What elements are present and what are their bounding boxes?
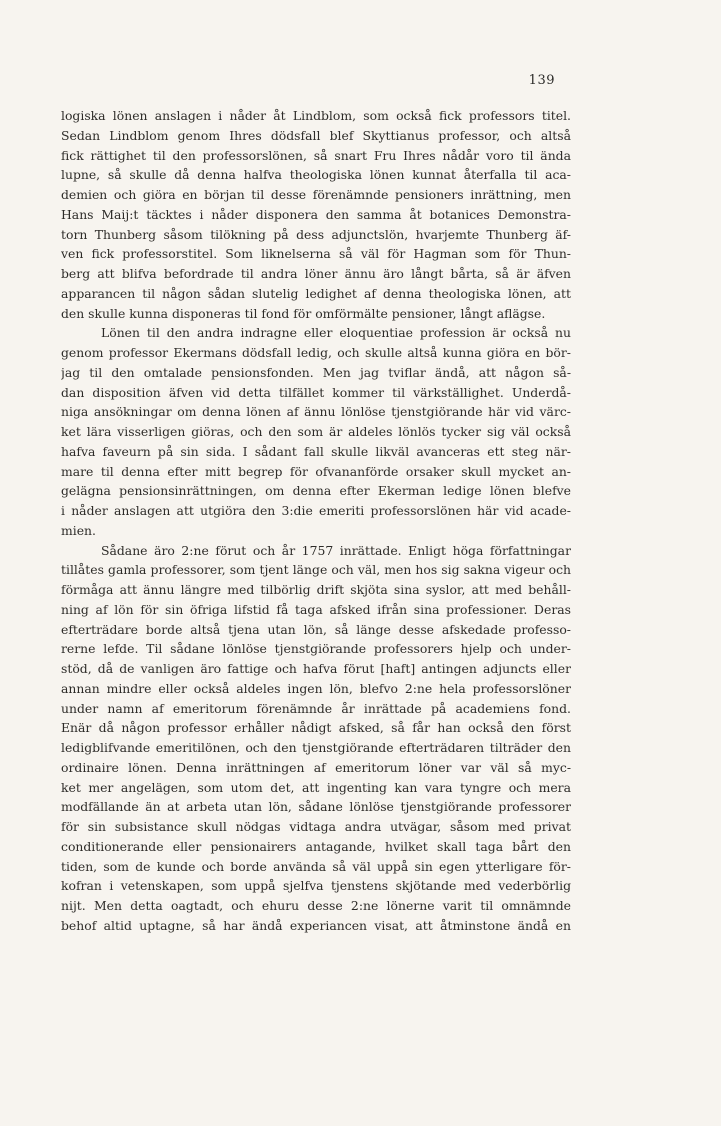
text-line: behof altid uptagne, så har ändå experiancen visat, att åtminstone ändå en [61, 917, 571, 933]
text-line: ven fick professorstitel. Som liknelserna så väl för Hagman som för Thun- [61, 246, 571, 262]
text-line: kofran i vetenskapen, som uppå sjelfva tjenstens skjötande med vederbörlig [61, 878, 571, 894]
text-line: genom professor Ekermans dödsfall ledig, och skulle altså kunna giöra en bör- [61, 345, 571, 360]
text-line: fick rättighet til den professorslönen, så snart Fru Ihres nådår voro til ända [61, 147, 571, 163]
page-number: 139 [528, 73, 555, 88]
text-line: Sedan Lindblom genom Ihres dödsfall blef Skyttianus professor, och altså [61, 127, 571, 143]
text-line: den skulle kunna disponeras til fond för omförmälte pensioner, långt aflägse. [61, 305, 546, 321]
text-line: efterträdare borde altså tjena utan lön, så länge desse afskedade professo- [61, 621, 571, 637]
text-line: logiska lönen anslagen i nåder åt Lindblom, som också fick professors titel. [61, 108, 571, 123]
text-line: tillåtes gamla professorer, som tjent länge och väl, men hos sig sakna vigeur och [61, 562, 571, 578]
text-line: apparancen til någon sådan slutelig ledighet af denna theologiska lönen, att [61, 285, 571, 301]
text-line: i nåder anslagen att utgiöra den 3:die emeriti professorslönen här vid acade- [61, 503, 571, 518]
text-line: niga ansökningar om denna lönen af ännu lönlöse tjenstgiörande här vid värc- [61, 404, 571, 420]
text-line: mien. [61, 522, 96, 538]
text-line: dan disposition äfven vid detta tilfället kommer til värkställighet. Underdå- [61, 384, 571, 400]
text-line: gelägna pensionsinrättningen, om denna efter Ekerman ledige lönen blefve [61, 483, 571, 499]
text-line: modfällande än at arbeta utan lön, sådane lönlöse tjenstgiörande professorer [61, 799, 571, 815]
text-line: stöd, då de vanligen äro fattige och hafva förut [haft] antingen adjuncts eller [61, 661, 571, 676]
text-line: ledigblifvande emeritilönen, och den tjenstgiörande efterträdaren tilträder den [61, 740, 571, 755]
text-line: Lönen til den andra indragne eller eloquentiae profession är också nu [101, 325, 571, 341]
text-line: ning af lön för sin öfriga lifstid få taga afsked ifrån sina professioner. Deras [61, 601, 571, 617]
text-line: Enär då någon professor erhåller nådigt afsked, så får han också den först [61, 720, 571, 736]
text-line: förmåga att ännu längre med tilbörlig drift skjöta sina syslor, att med behåll- [61, 582, 571, 597]
text-line: Sådane äro 2:ne förut och år 1757 inrättade. Enligt höga författningar [101, 542, 571, 558]
text-line: rerne lefde. Til sådane lönlöse tjenstgiörande professorers hjelp och under- [61, 641, 571, 657]
text-line: berg att blifva befordrade til andra löner ännu äro långt bårta, så är äfven [61, 266, 571, 281]
text-line: conditionerande eller pensionairers antagande, hvilket skall taga bårt den [61, 838, 571, 854]
text-line: jag til den omtalade pensionsfonden. Men jag tviflar ändå, att någon så- [61, 364, 571, 380]
text-line: ket lära visserligen giöras, och den som är aldeles lönlös tycker sig väl också [61, 424, 571, 439]
text-line: nijt. Men detta oagtadt, och ehuru desse 2:ne lönerne varit til omnämnde [61, 898, 571, 913]
text-line: torn Thunberg såsom tilökning på dess adjunctslön, hvarjemte Thunberg äf- [61, 226, 571, 242]
body-text [61, 106, 571, 936]
text-line: Hans Maij:t täcktes i nåder disponera den samma åt botanices Demonstra- [61, 206, 571, 222]
text-line: lupne, så skulle då denna halfva theologiska lönen kunnat återfalla til aca- [61, 167, 571, 183]
text-line: under namn af emeritorum förenämnde år inrättade på academiens fond. [61, 700, 571, 716]
text-line: ket mer angelägen, som utom det, att ingenting kan vara tyngre och mera [61, 779, 571, 795]
text-line: annan mindre eller också aldeles ingen lön, blefvo 2:ne hela professorslöner [61, 680, 571, 696]
text-line: för sin subsistance skull nödgas vidtaga andra utvägar, såsom med privat [61, 819, 571, 834]
text-line: hafva faveurn på sin sida. I sådant fall skulle likväl avanceras ett steg när- [61, 443, 571, 459]
text-line: ordinaire lönen. Denna inrättningen af emeritorum löner var väl så myc- [61, 759, 571, 775]
text-line: demien och giöra en början til desse förenämnde pensioners inrättning, men [61, 187, 571, 202]
text-line: mare til denna efter mitt begrep för ofvananförde orsaker skull mycket an- [61, 463, 571, 479]
text-line: tiden, som de kunde och borde använda så väl uppå sin egen ytterligare för- [61, 858, 571, 874]
